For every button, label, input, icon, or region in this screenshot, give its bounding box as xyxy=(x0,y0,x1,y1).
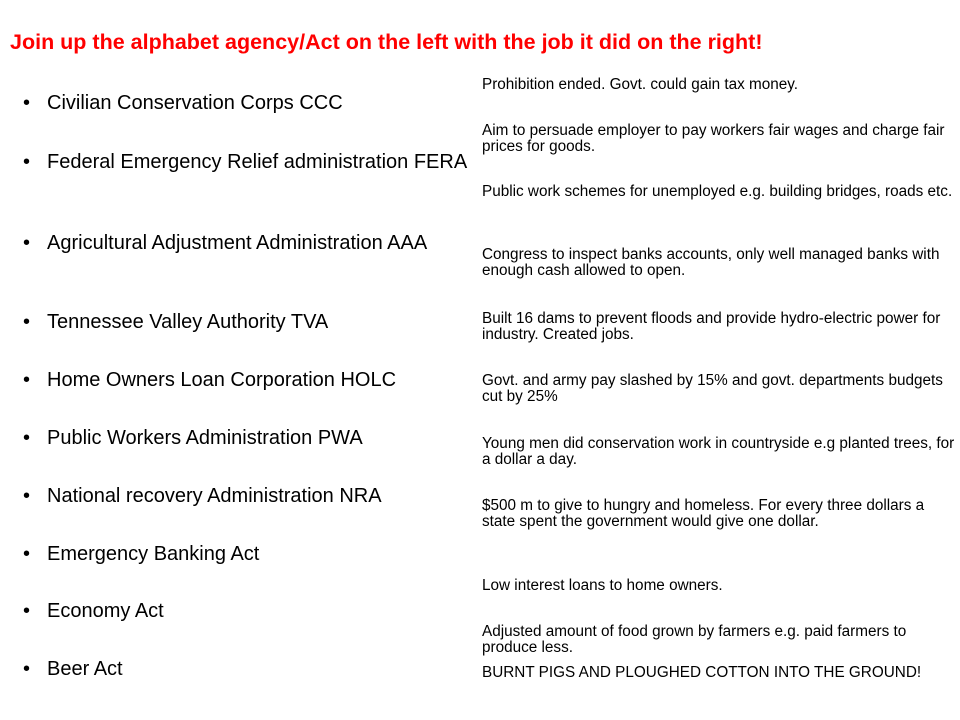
job-description: Adjusted amount of food grown by farmers e.g. paid farmers to produce less. xyxy=(482,623,907,656)
bullet-icon: • xyxy=(23,232,31,254)
agency-item xyxy=(23,369,473,391)
bullet-icon: • xyxy=(23,369,31,391)
page-title: Join up the alphabet agency/Act on the left with the job it did on the right! xyxy=(10,30,763,54)
bullet-icon: • xyxy=(23,151,31,173)
agency-item xyxy=(23,600,473,622)
agency-label: National recovery Administration NRA xyxy=(47,485,382,507)
agency-label: Beer Act xyxy=(47,658,123,680)
agency-label: Tennessee Valley Authority TVA xyxy=(47,311,329,333)
agency-label: Emergency Banking Act xyxy=(47,543,260,565)
job-description: Built 16 dams to prevent floods and provide hydro-electric power for industry. Created jobs. xyxy=(482,310,941,343)
bullet-icon: • xyxy=(23,658,31,680)
agency-item xyxy=(23,311,473,333)
agency-item xyxy=(23,151,473,173)
bullet-icon: • xyxy=(23,311,31,333)
job-description: Prohibition ended. Govt. could gain tax money. xyxy=(482,76,799,93)
agency-label: Federal Emergency Relief administration FERA xyxy=(47,151,468,173)
agency-label: Agricultural Adjustment Administration AAA xyxy=(47,232,428,254)
agency-item xyxy=(23,485,473,507)
job-description: Aim to persuade employer to pay workers fair wages and charge fair prices for goods. xyxy=(482,122,945,155)
job-description: Govt. and army pay slashed by 15% and govt. departments budgets cut by 25% xyxy=(482,372,943,405)
bullet-icon: • xyxy=(23,543,31,565)
agency-item xyxy=(23,427,473,449)
agency-item xyxy=(23,232,473,254)
job-description: Congress to inspect banks accounts, only well managed banks with enough cash allowed to open. xyxy=(482,246,940,279)
agency-label: Economy Act xyxy=(47,600,164,622)
job-description: Low interest loans to home owners. xyxy=(482,577,723,594)
agency-item xyxy=(23,658,473,680)
bullet-icon: • xyxy=(23,600,31,622)
bullet-icon: • xyxy=(23,92,31,114)
agency-label: Public Workers Administration PWA xyxy=(47,427,363,449)
agency-label: Civilian Conservation Corps CCC xyxy=(47,92,343,114)
job-description: $500 m to give to hungry and homeless. For every three dollars a state spent the government would give one dollar. xyxy=(482,497,925,530)
agency-item xyxy=(23,543,473,565)
job-description: Young men did conservation work in countryside e.g planted trees, for a dollar a day. xyxy=(482,435,955,468)
bullet-icon: • xyxy=(23,485,31,507)
job-description: Public work schemes for unemployed e.g. building bridges, roads etc. xyxy=(482,183,953,200)
job-description: BURNT PIGS AND PLOUGHED COTTON INTO THE GROUND! xyxy=(482,664,922,681)
bullet-icon: • xyxy=(23,427,31,449)
agency-label: Home Owners Loan Corporation HOLC xyxy=(47,369,397,391)
agency-item xyxy=(23,92,473,114)
